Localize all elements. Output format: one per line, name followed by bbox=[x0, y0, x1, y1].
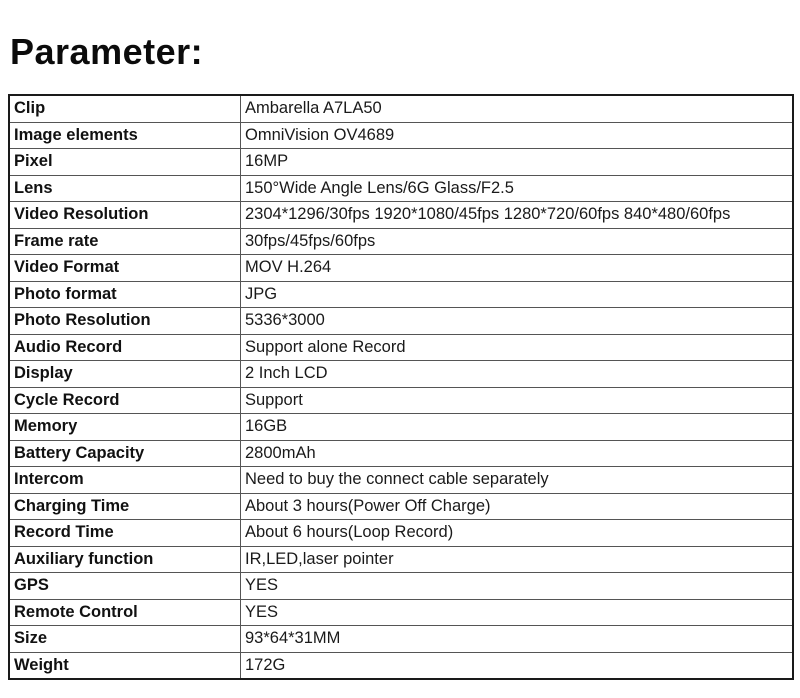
parameter-value: YES bbox=[241, 599, 794, 626]
parameter-label: Intercom bbox=[9, 467, 241, 494]
table-row bbox=[9, 334, 793, 361]
table-row bbox=[9, 414, 793, 441]
parameter-label: Photo Resolution bbox=[9, 308, 241, 335]
table-row bbox=[9, 361, 793, 388]
parameter-label: Remote Control bbox=[9, 599, 241, 626]
parameter-label: Record Time bbox=[9, 520, 241, 547]
table-row bbox=[9, 281, 793, 308]
parameter-value: 5336*3000 bbox=[241, 308, 794, 335]
parameter-label: Image elements bbox=[9, 122, 241, 149]
table-row bbox=[9, 652, 793, 679]
parameter-value: Support alone Record bbox=[241, 334, 794, 361]
table-row bbox=[9, 467, 793, 494]
parameter-label: Size bbox=[9, 626, 241, 653]
parameter-value: 2 Inch LCD bbox=[241, 361, 794, 388]
parameter-label: Audio Record bbox=[9, 334, 241, 361]
table-row bbox=[9, 308, 793, 335]
parameter-label: Battery Capacity bbox=[9, 440, 241, 467]
parameter-table-body bbox=[9, 95, 793, 679]
parameter-value: Need to buy the connect cable separately bbox=[241, 467, 794, 494]
parameter-label: Photo format bbox=[9, 281, 241, 308]
parameter-value: 2304*1296/30fps 1920*1080/45fps 1280*720/60fps 840*480/60fps bbox=[241, 202, 794, 229]
parameter-label: Video Format bbox=[9, 255, 241, 282]
parameter-value: About 3 hours(Power Off Charge) bbox=[241, 493, 794, 520]
parameter-value: IR,LED,laser pointer bbox=[241, 546, 794, 573]
parameter-label: Charging Time bbox=[9, 493, 241, 520]
parameter-value: About 6 hours(Loop Record) bbox=[241, 520, 794, 547]
parameter-value: 150°Wide Angle Lens/6G Glass/F2.5 bbox=[241, 175, 794, 202]
parameter-value: JPG bbox=[241, 281, 794, 308]
parameter-label: Pixel bbox=[9, 149, 241, 176]
table-row bbox=[9, 440, 793, 467]
parameter-value: Ambarella A7LA50 bbox=[241, 95, 794, 122]
parameter-value: 93*64*31MM bbox=[241, 626, 794, 653]
table-row bbox=[9, 255, 793, 282]
table-row bbox=[9, 175, 793, 202]
table-row bbox=[9, 95, 793, 122]
parameter-label: Video Resolution bbox=[9, 202, 241, 229]
parameter-label: Frame rate bbox=[9, 228, 241, 255]
parameter-label: Weight bbox=[9, 652, 241, 679]
table-row bbox=[9, 546, 793, 573]
parameter-value: 16GB bbox=[241, 414, 794, 441]
table-row bbox=[9, 599, 793, 626]
parameter-value: 30fps/45fps/60fps bbox=[241, 228, 794, 255]
parameter-value: Support bbox=[241, 387, 794, 414]
parameter-value: YES bbox=[241, 573, 794, 600]
table-row bbox=[9, 202, 793, 229]
table-row bbox=[9, 626, 793, 653]
parameter-label: GPS bbox=[9, 573, 241, 600]
table-row bbox=[9, 520, 793, 547]
parameter-label: Cycle Record bbox=[9, 387, 241, 414]
parameter-value: MOV H.264 bbox=[241, 255, 794, 282]
table-row bbox=[9, 573, 793, 600]
parameter-label: Auxiliary function bbox=[9, 546, 241, 573]
parameter-table bbox=[8, 94, 794, 680]
page-title: Parameter: bbox=[10, 31, 204, 72]
parameter-value: 16MP bbox=[241, 149, 794, 176]
table-row bbox=[9, 228, 793, 255]
table-row bbox=[9, 149, 793, 176]
table-row bbox=[9, 387, 793, 414]
parameter-label: Display bbox=[9, 361, 241, 388]
parameter-value: 2800mAh bbox=[241, 440, 794, 467]
parameter-label: Clip bbox=[9, 95, 241, 122]
parameter-value: OmniVision OV4689 bbox=[241, 122, 794, 149]
parameter-label: Lens bbox=[9, 175, 241, 202]
table-row bbox=[9, 493, 793, 520]
table-row bbox=[9, 122, 793, 149]
parameter-label: Memory bbox=[9, 414, 241, 441]
parameter-value: 172G bbox=[241, 652, 794, 679]
